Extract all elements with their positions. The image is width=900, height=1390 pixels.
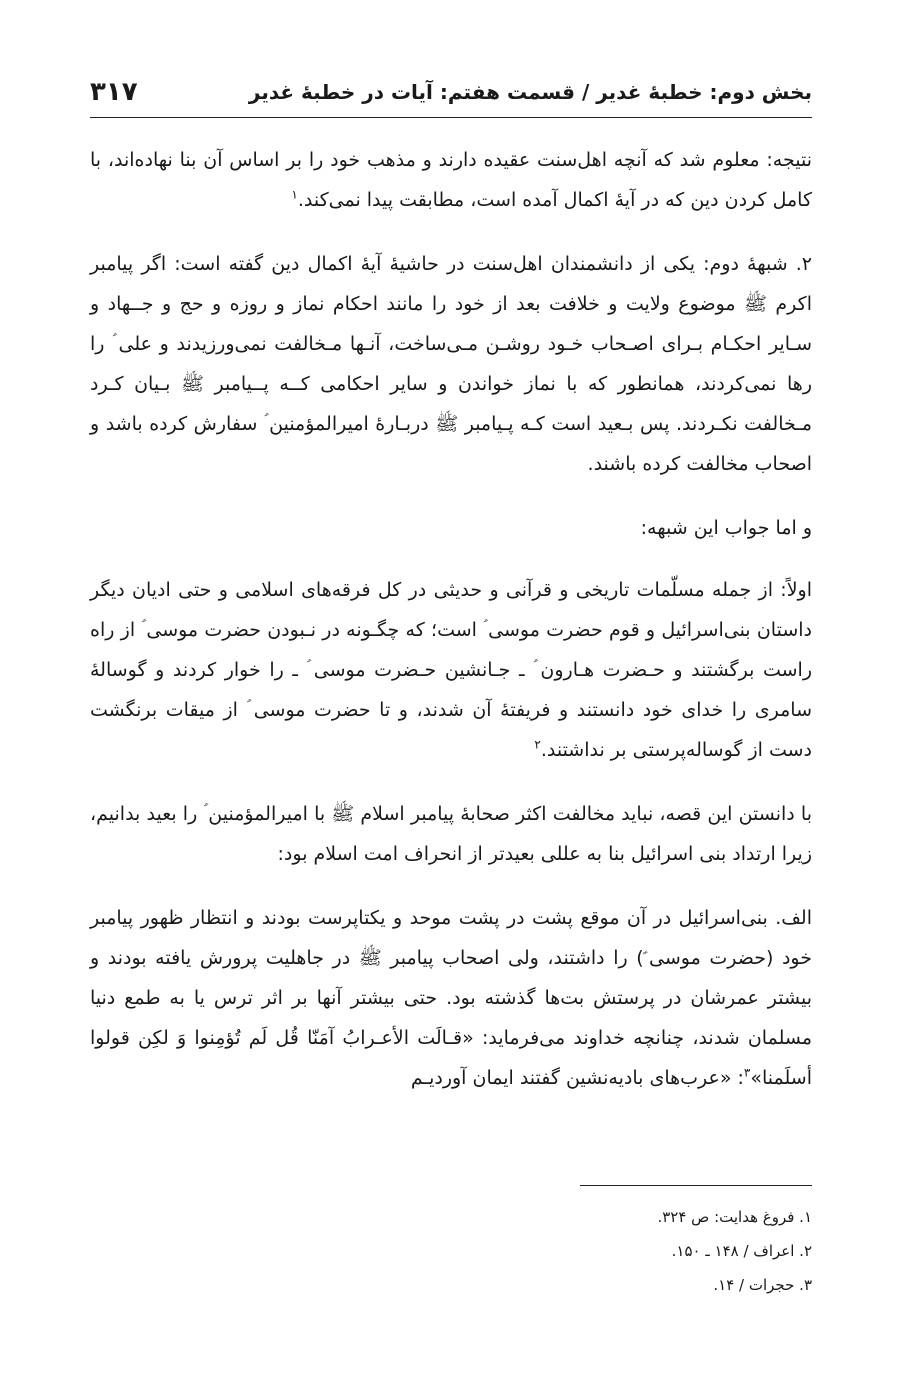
paragraph-second-doubt — [90, 244, 812, 484]
footnote-item: ۱. فروغ هدایت: ص ۳۲۴. — [657, 1208, 812, 1226]
page-header — [90, 72, 812, 112]
paragraph-text: اولاً: از جمله مسلّمات تاریخی و قرآنی و حدیثی در کل فرقه‌های اسلامی و حتی ادیان دیگر داستان بنی‌اسرائیل و قوم حضرت موسی ؑ است؛ که چگـونه در نـبودن حضرت موسی ؑ از راه راست برگشتند و حـضرت هـارون ؑ ـ جـانشین حـضرت موسی ؑ ـ را خوار کردند و گوسالۀ سامری را خدای خود دانستند و فریفتۀ آن شدند، و تا حضرت موسی ؑ از میقات برنگشت دست از گوساله‌پرستی بر نداشتند. — [90, 579, 812, 761]
paragraph-text: و اما جواب این شبهه: — [640, 517, 812, 539]
paragraph-text: ۲. شبهۀ دوم: یکی از دانشمندان اهل‌سنت در حاشیۀ آیۀ اکمال دین گفته است: اگر پیامبر اکرم ﷺ موضوع ولایت و خلافت بعد از خود را مانند احکام نماز و روزه و حج و جــهاد و سـایر احکـام بـرای اصـحاب خـود روشـن مـی‌ساخت، آنـها مـخالفت نمی‌ورزیدند و علی ؑ را رها نمی‌کردند، همانطور که با نماز خواندن و سایر احکامی کــه پــیامبر ﷺ بـیان کـرد مـخالفت نکـردند. پس بـعید است کـه پـیامبر ﷺ دربـارۀ امیرالمؤمنین ؑ سفارش کرده باشد و اصحاب مخالفت کرده باشند. — [90, 253, 812, 475]
footnotes — [90, 1200, 812, 1302]
header-divider — [90, 117, 812, 118]
body-text — [90, 140, 812, 1122]
paragraph-text: الف. بنی‌اسرائیل در آن موقع پشت در پشت موحد و یکتاپرست بودند و انتظار ظهور پیامبر خود (حضرت موسی ؑ) را داشتند، ولی اصحاب پیامبر ﷺ در جاهلیت پرورش یافته بودند و بیشتر عمرشان در پرستش بت‌ها گذشته بود. حتی بیشتر آنها بر اثر ترس یا به طمع دنیا مسلمان شدند، چنانچه خداوند می‌فرماید: «قـالَت الأعـرابُ آمَنّا قُل لَم تُؤمِنوا وَ لکِن قولوا أسلَمنا» — [90, 907, 812, 1089]
footnote-divider — [580, 1185, 812, 1186]
footnote-marker: ۲ — [534, 737, 541, 752]
paragraph-alef — [90, 898, 812, 1098]
footnote-item: ۲. اعراف / ۱۴۸ ـ ۱۵۰. — [671, 1242, 812, 1260]
footnote-marker: ۱ — [291, 187, 298, 202]
paragraph-knowing-story — [90, 794, 812, 874]
footnote-item: ۳. حجرات / ۱۴. — [713, 1276, 812, 1294]
running-title: بخش دوم: خطبۀ غدیر / قسمت هفتم: آیات در خطبۀ غدیر — [248, 80, 812, 104]
footnote-marker: ۳ — [743, 1065, 751, 1080]
book-page — [90, 0, 812, 1390]
paragraph-firstly — [90, 570, 812, 770]
paragraph-conclusion — [90, 140, 812, 220]
paragraph-text: با دانستن این قصه، نباید مخالفت اکثر صحابۀ پیامبر اسلام ﷺ با امیرالمؤمنین ؑ را بعید بدانیم، زیرا ارتداد بنی اسرائیل بنا به عللی بعیدتر از انحراف امت اسلام بود: — [90, 803, 812, 865]
paragraph-answer-intro — [90, 508, 812, 548]
paragraph-tail: : «عرب‌های بادیه‌نشین گفتند ایمان آوردیـم — [410, 1067, 744, 1089]
paragraph-text: نتیجه: معلوم شد که آنچه اهل‌سنت عقیده دارند و مذهب خود را بر اساس آن بنا نهاده‌اند، با کامل کردن دین که در آیۀ اکمال آمده است، مطابقت پیدا نمی‌کند. — [90, 149, 812, 211]
page-number: ۳۱۷ — [90, 77, 138, 107]
